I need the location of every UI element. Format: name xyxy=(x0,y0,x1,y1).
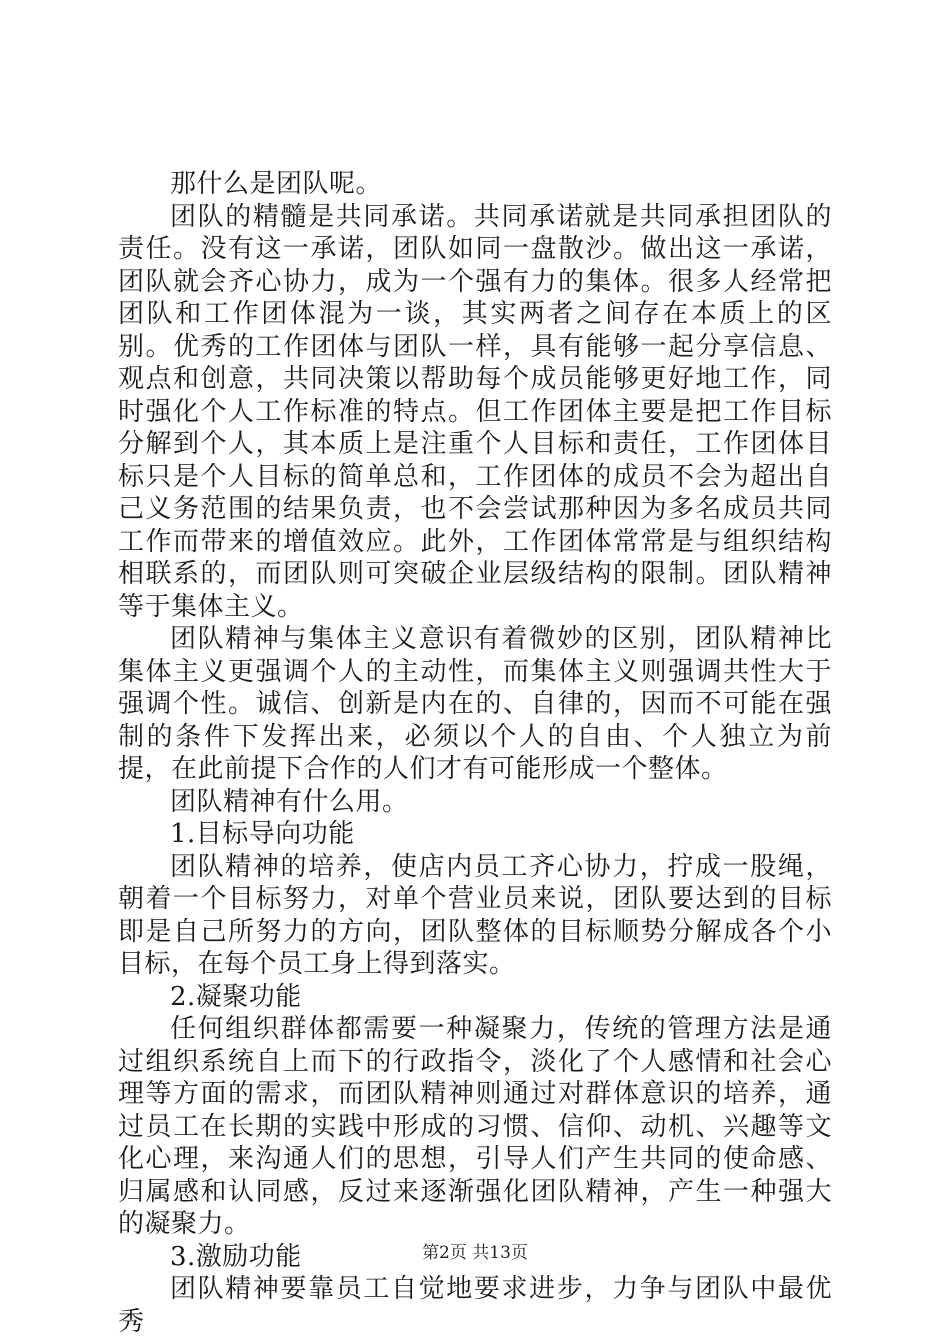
paragraph-cohesion: 任何组织群体都需要一种凝聚力，传统的管理方法是通过组织系统自上而下的行政指令，淡化了个人感情和社会心理等方面的需求，而团队精神则通过对群体意识的培养，通过员工在长期的实践中形成的习惯、信仰、动机、兴趣等文化心理，来沟通人们的思想，引导人们产生共同的使命感、归属感和认同感，反过来逐渐强化团队精神，产生一种强大的凝聚力。 xyxy=(118,1014,832,1239)
heading-motivation: 3.激励功能 xyxy=(170,1241,302,1272)
heading-cohesion: 2.凝聚功能 xyxy=(170,981,302,1012)
paragraph-team-essence: 团队的精髓是共同承诺。共同承诺就是共同承担团队的责任。没有这一承诺，团队如同一盘散沙。做出这一承诺，团队就会齐心协力，成为一个强有力的集体。很多人经常把团队和工作团体混为一谈，其实两者之间存在本质上的区别。优秀的工作团体与团队一样，具有能够一起分享信息、观点和创意，共同决策以帮助每个成员能够更好地工作，同时强化个人工作标准的特点。但工作团体主要是把工作目标分解到个人，其本质上是注重个人目标和责任，工作团体目标只是个人目标的简单总和，工作团体的成员不会为超出自己义务范围的结果负责，也不会尝试那种因为多名成员共同工作而带来的增值效应。此外，工作团体常常是与组织结构相联系的，而团队则可突破企业层级结构的限制。团队精神等于集体主义。 xyxy=(118,201,832,622)
heading-goal-orientation: 1.目标导向功能 xyxy=(170,819,355,849)
paragraph-team-vs-collectivism: 团队精神与集体主义意识有着微妙的区别，团队精神比集体主义更强调个人的主动性，而集体主义则强调共性大于强调个性。诚信、创新是内在的、自律的，因而不可能在强制的条件下发挥出来，必须以个人的自由、个人独立为前提，在此前提下合作的人们才有可能形成一个整体。 xyxy=(118,624,832,784)
paragraph-question-team-use: 团队精神有什么用。 xyxy=(170,786,409,817)
document-body xyxy=(118,168,832,1338)
paragraph-goal-orientation: 团队精神的培养，使店内员工齐心协力，拧成一股绳，朝着一个目标努力，对单个营业员来说，团队要达到的目标即是自己所努力的方向，团队整体的目标顺势分解成各个小目标，在每个员工身上得到落实。 xyxy=(118,851,832,979)
paragraph-question-what-is-team: 那什么是团队呢。 xyxy=(170,169,383,199)
page-number-footer: 第2页 共13页 xyxy=(422,1243,528,1263)
paragraph-motivation: 团队精神要靠员工自觉地要求进步，力争与团队中最优秀 xyxy=(118,1274,832,1337)
